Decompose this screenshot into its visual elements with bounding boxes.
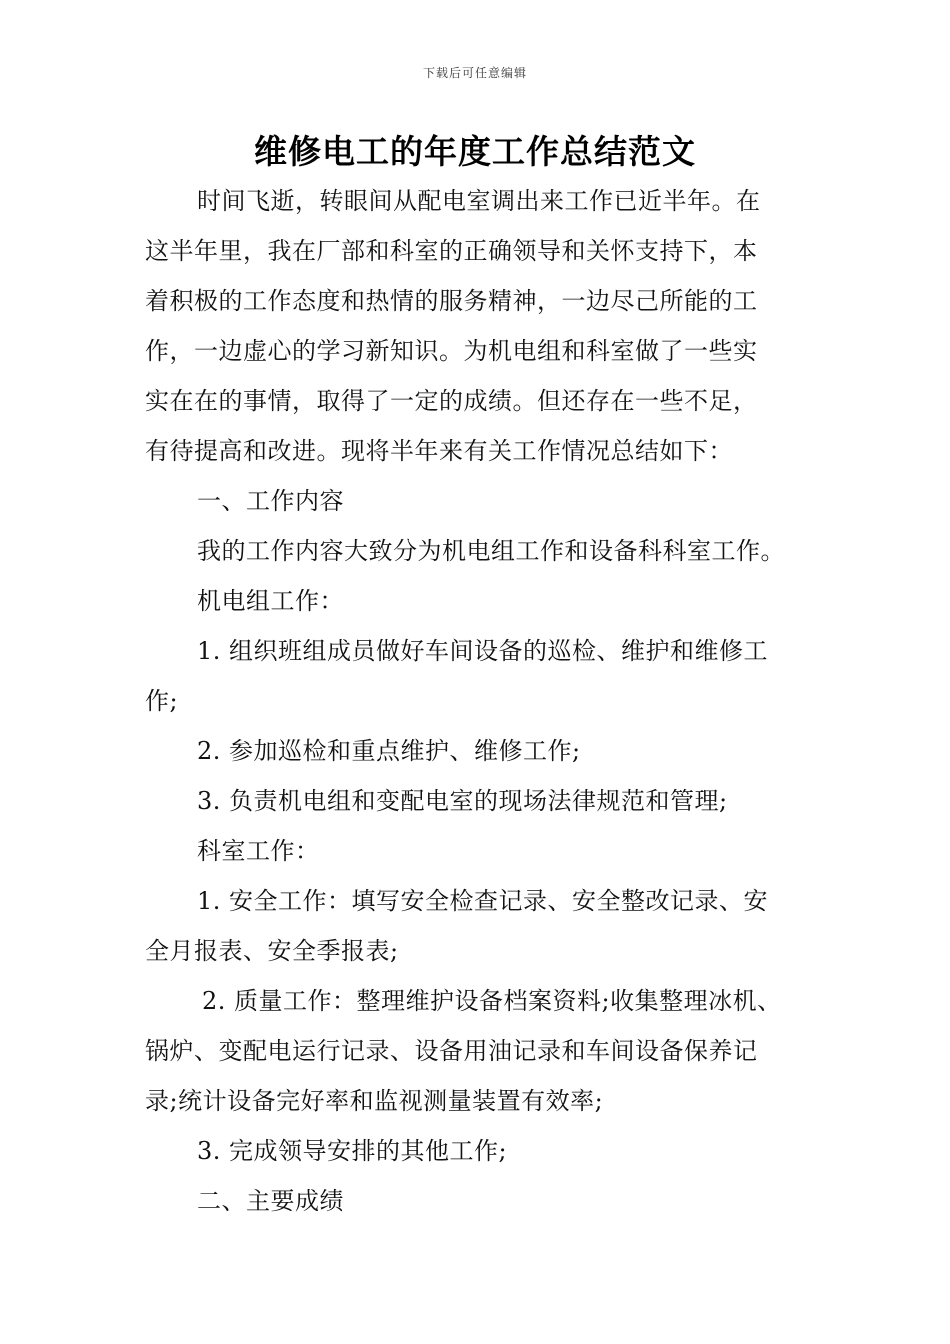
- list-item-continuation: 锅炉、变配电运行记录、设备用油记录和车间设备保养记: [145, 1037, 758, 1065]
- list-item: 3. 完成领导安排的其他工作;: [197, 1137, 508, 1165]
- paragraph-line: 着积极的工作态度和热情的服务精神，一边尽己所能的工: [145, 287, 758, 315]
- paragraph-line: 作，一边虚心的学习新知识。为机电组和科室做了一些实: [145, 337, 758, 365]
- document-title: 维修电工的年度工作总结范文: [254, 132, 696, 171]
- paragraph-line: 时间飞逝，转眼间从配电室调出来工作已近半年。在: [197, 187, 761, 215]
- section-heading: 二、主要成绩: [197, 1187, 344, 1215]
- paragraph-line: 这半年里，我在厂部和科室的正确领导和关怀支持下，本: [145, 237, 758, 265]
- list-item-continuation: 作;: [145, 687, 179, 715]
- list-item: 2. 质量工作：整理维护设备档案资料;收集整理冰机、: [202, 987, 782, 1015]
- list-item-continuation: 录;统计设备完好率和监视测量装置有效率;: [145, 1087, 604, 1115]
- paragraph-line: 有待提高和改进。现将半年来有关工作情况总结如下：: [145, 437, 733, 465]
- section-heading: 一、工作内容: [197, 487, 344, 515]
- list-item: 1. 安全工作：填写安全检查记录、安全整改记录、安: [197, 887, 769, 915]
- document-body: [145, 176, 810, 1226]
- list-item: 2. 参加巡检和重点维护、维修工作;: [197, 737, 581, 765]
- header-note: 下载后可任意编辑: [422, 66, 527, 80]
- list-item-continuation: 全月报表、安全季报表;: [145, 937, 399, 965]
- list-item: 3. 负责机电组和变配电室的现场法律规范和管理;: [197, 787, 728, 815]
- paragraph-line: 我的工作内容大致分为机电组工作和设备科科室工作。: [197, 537, 785, 565]
- paragraph-line: 实在在的事情，取得了一定的成绩。但还存在一些不足，: [145, 387, 758, 415]
- subsection-heading: 机电组工作：: [197, 587, 344, 615]
- list-item: 1. 组织班组成员做好车间设备的巡检、维护和维修工: [197, 637, 769, 665]
- subsection-heading: 科室工作：: [197, 837, 320, 865]
